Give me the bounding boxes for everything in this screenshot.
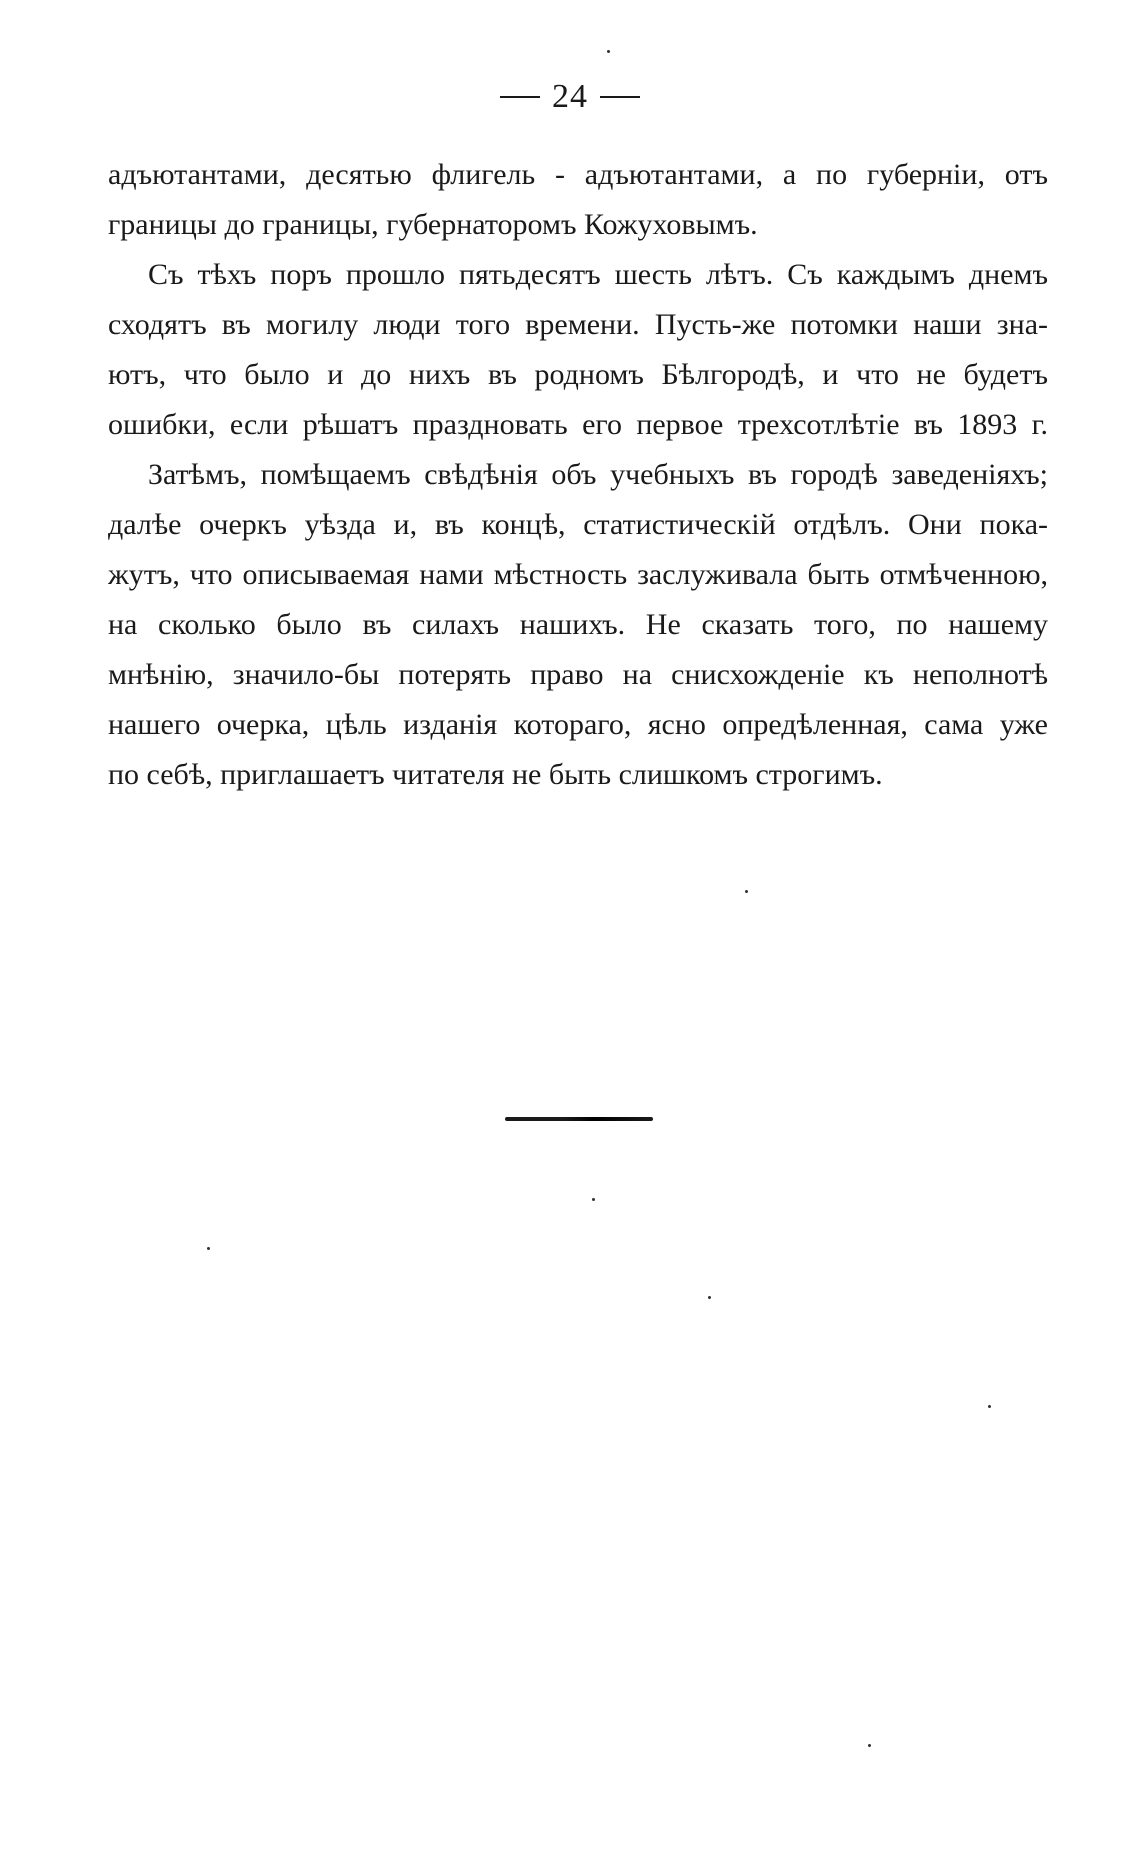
- text-line: ютъ, что было и до нихъ въ родномъ Бѣлгородѣ, и что не будетъ: [108, 358, 1048, 391]
- text-line: нашего очерка, цѣль изданія котораго, ясно опредѣленная, сама уже: [108, 708, 1048, 741]
- text-line: жутъ, что описываемая нами мѣстность заслуживала быть отмѣченною,: [108, 558, 1048, 591]
- scan-speck: [708, 1296, 711, 1299]
- text-line: мнѣнію, значило-бы потерять право на снисхожденіе къ неполнотѣ: [108, 658, 1048, 691]
- left-dash: [500, 96, 540, 98]
- text-line: границы до границы, губернаторомъ Кожуховымъ.: [108, 208, 758, 241]
- paragraph-3: [108, 450, 1048, 800]
- section-separator-rule: [505, 1117, 653, 1121]
- text-line: ошибки, если рѣшатъ праздновать его первое трехсотлѣтіе въ 1893 г.: [108, 408, 1048, 441]
- scan-speck: [745, 890, 748, 893]
- text-line: на сколько было въ силахъ нашихъ. Не сказать того, по нашему: [108, 608, 1048, 641]
- right-dash: [600, 96, 640, 98]
- scan-speck: [988, 1405, 991, 1408]
- text-line: адъютантами, десятью флигель - адъютантами, а по губерніи, отъ: [108, 158, 1048, 191]
- paragraph-1: [108, 150, 1048, 250]
- page-number: 24: [552, 78, 588, 115]
- body-text: [108, 150, 1048, 800]
- text-line: по себѣ, приглашаетъ читателя не быть слишкомъ строгимъ.: [108, 758, 883, 791]
- scan-speck: [607, 50, 610, 53]
- paragraph-2: [108, 250, 1048, 450]
- text-line: далѣе очеркъ уѣзда и, въ концѣ, статистическій отдѣлъ. Они пока-: [108, 508, 1048, 541]
- scan-speck: [207, 1247, 210, 1250]
- page-number-header: [0, 78, 1140, 116]
- text-line: Съ тѣхъ поръ прошло пятьдесятъ шесть лѣтъ. Съ каждымъ днемъ: [148, 258, 1048, 291]
- scan-speck: [868, 1744, 871, 1747]
- text-line: Затѣмъ, помѣщаемъ свѣдѣнія объ учебныхъ въ городѣ заведеніяхъ;: [148, 458, 1048, 491]
- scan-speck: [592, 1198, 595, 1201]
- text-line: сходятъ въ могилу люди того времени. Пусть-же потомки наши зна-: [108, 308, 1048, 341]
